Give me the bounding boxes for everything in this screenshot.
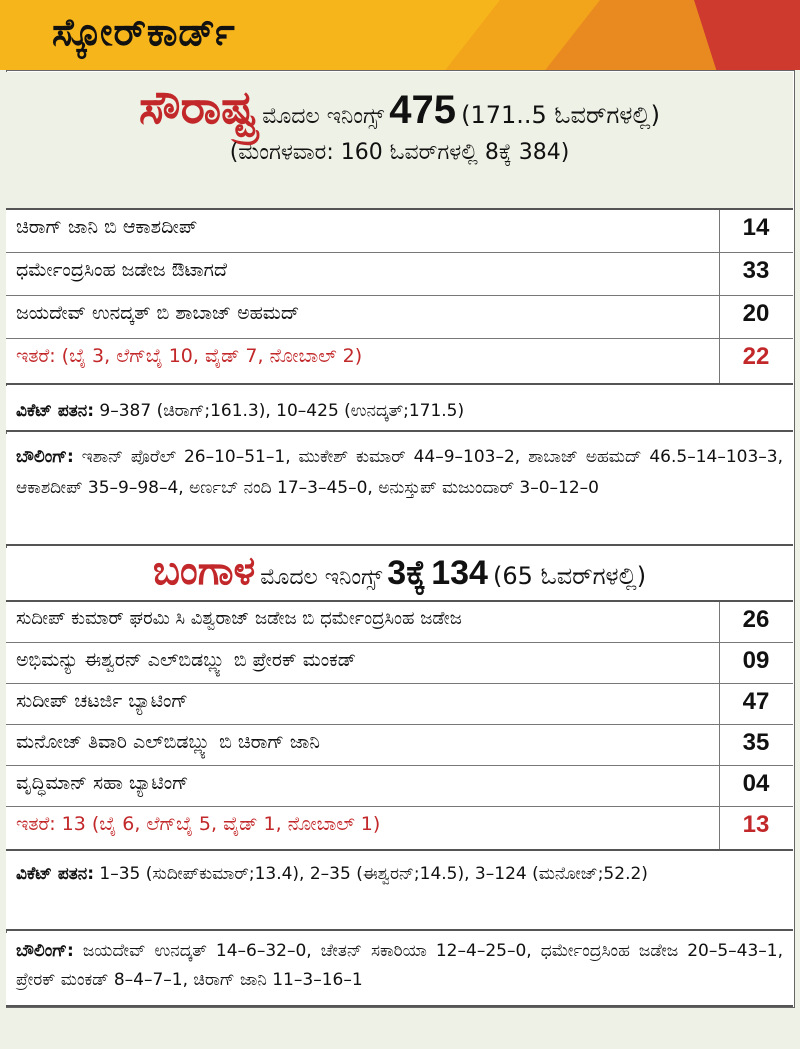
team-overs: (65 ಓವರ್‌ಗಳಲ್ಲಿ): [493, 562, 647, 590]
batter-runs: 33: [742, 257, 770, 284]
batter-dismissal: ಸುದೀಪ್ ಕುಮಾರ್ ಘರಮಿ ಸಿ ವಿಶ್ವರಾಜ್ ಜಡೇಜ ಬಿ ಧರ್ಮೇಂದ್ರಸಿಂಹ ಜಡೇಜ: [16, 608, 462, 629]
batter-dismissal: ವೃದ್ಧಿಮಾನ್ ಸಹಾ ಬ್ಯಾಟಿಂಗ್: [16, 772, 189, 794]
team-name: ಸೌರಾಷ್ಟ್ರ: [139, 80, 258, 134]
fow-label: ವಿಕೆಟ್ ಪತನ:: [16, 864, 95, 884]
extras-runs: 22: [742, 343, 770, 370]
header-banner: [0, 0, 800, 70]
batter-dismissal: ಧರ್ಮೇಂದ್ರಸಿಂಹ ಜಡೇಜ ಔಟಾಗದೆ: [16, 259, 227, 281]
team-wickets: 3ಕ್ಕೆ: [387, 554, 427, 592]
fall-of-wickets: [6, 851, 793, 931]
batting-row: [6, 643, 793, 684]
team-header-saurashtra: [6, 72, 793, 210]
bowling-text: ಜಯದೇವ್ ಉನದ್ಕತ್ 14–6–32–0, ಚೇತನ್ ಸಕಾರಿಯಾ 12–4–25–0, ಧರ್ಮೇಂದ್ರಸಿಂಹ ಜಡೇಜ 20–5–43–1, ಪ್ರೇರಕ್ ಮಂಕಡ್ 8–4–7–1, ಚಿರಾಗ್ ಜಾನಿ 11–3–16–1: [16, 941, 784, 990]
batter-runs: 47: [742, 688, 770, 715]
batting-row: [6, 253, 793, 296]
batter-dismissal: ಮನೋಜ್ ತಿವಾರಿ ಎಲ್‌ಬಿಡಬ್ಲ್ಯು ಬಿ ಚಿರಾಗ್ ಜಾನಿ: [16, 731, 320, 753]
batting-row: [6, 684, 793, 725]
bowling-figures: [6, 434, 793, 546]
extras-runs: 13: [742, 811, 770, 838]
batting-row: [6, 602, 793, 643]
extras-label: ಇತರೆ: 13 (ಬೈ 6, ಲೆಗ್‌ಬೈ 5, ವೈಡ್ 1, ನೋಬಾಲ್ 1): [16, 813, 381, 835]
bowling-label: ಬೌಲಿಂಗ್:: [16, 941, 74, 961]
day-note: (ಮಂಗಳವಾರ: 160 ಓವರ್‌ಗಳಲ್ಲಿ 8ಕ್ಕೆ 384): [229, 140, 570, 165]
banner-title: ಸ್ಕೋರ್‌ಕಾರ್ಡ್: [52, 10, 236, 54]
batter-dismissal: ಅಭಿಮನ್ಯು ಈಶ್ವರನ್ ಎಲ್‌ಬಿಡಬ್ಲ್ಯು ಬಿ ಪ್ರೇರಕ್ ಮಂಕಡ್: [16, 649, 356, 671]
batter-runs: 20: [742, 300, 770, 327]
batting-row: [6, 725, 793, 766]
batter-dismissal: ಸುದೀಪ್ ಚಟರ್ಜಿ ಬ್ಯಾಟಿಂಗ್: [16, 690, 188, 712]
team-header-bengal: [6, 548, 793, 602]
fow-text: 1–35 (ಸುದೀಪ್‌ಕುಮಾರ್;13.4), 2–35 (ಈಶ್ವರನ್;14.5), 3–124 (ಮನೋಜ್;52.2): [99, 864, 648, 884]
batter-runs: 14: [742, 214, 770, 241]
innings-label: ಮೊದಲ ಇನಿಂಗ್ಸ್: [262, 104, 385, 129]
innings-label: ಮೊದಲ ಇನಿಂಗ್ಸ್: [260, 565, 383, 590]
team-score: 134: [431, 554, 488, 592]
bowling-text: ಇಶಾನ್ ಪೊರೆಲ್ 26–10–51–1, ಮುಕೇಶ್ ಕುಮಾರ್ 44–9–103–2, ಶಾಬಾಜ್ ಅಹಮದ್ 46.5–14–103–3, ಆಕಾಶದೀಪ್ 35–9–98–4, ಅರ್ಣಬ್ ನಂದಿ 17–3–45–0, ಅನುಸ್ತುಪ್ ಮಜುಂದಾರ್ 3–0–12–0: [16, 447, 783, 498]
fow-label: ವಿಕೆಟ್ ಪತನ:: [16, 401, 95, 421]
batting-row: [6, 766, 793, 807]
fow-text: 9–387 (ಚಿರಾಗ್;161.3), 10–425 (ಉನದ್ಕತ್;171.5): [99, 401, 465, 421]
batting-row: [6, 296, 793, 339]
extras-row: [6, 339, 793, 385]
extras-row: [6, 807, 793, 851]
batter-runs: 04: [742, 770, 770, 797]
team-overs: (171..5 ಓವರ್‌ಗಳಲ್ಲಿ): [461, 101, 660, 129]
bowling-figures: [6, 933, 793, 1007]
batter-runs: 35: [742, 729, 770, 756]
bowling-label: ಬೌಲಿಂಗ್:: [16, 447, 74, 467]
batter-runs: 09: [742, 647, 770, 674]
extras-label: ಇತರೆ: (ಬೈ 3, ಲೆಗ್‌ಬೈ 10, ವೈಡ್ 7, ನೋಬಾಲ್ 2): [16, 345, 363, 367]
fall-of-wickets: [6, 386, 793, 432]
batter-dismissal: ಚಿರಾಗ್ ಜಾನಿ ಬಿ ಆಕಾಶದೀಪ್: [16, 216, 198, 238]
team-score: 475: [389, 88, 456, 132]
batter-runs: 26: [742, 606, 770, 633]
batter-dismissal: ಜಯದೇವ್ ಉನದ್ಕತ್ ಬಿ ಶಾಬಾಜ್ ಅಹಮದ್: [16, 302, 300, 324]
batting-row: [6, 210, 793, 253]
team-name: ಬಂಗಾಳ: [152, 548, 256, 594]
